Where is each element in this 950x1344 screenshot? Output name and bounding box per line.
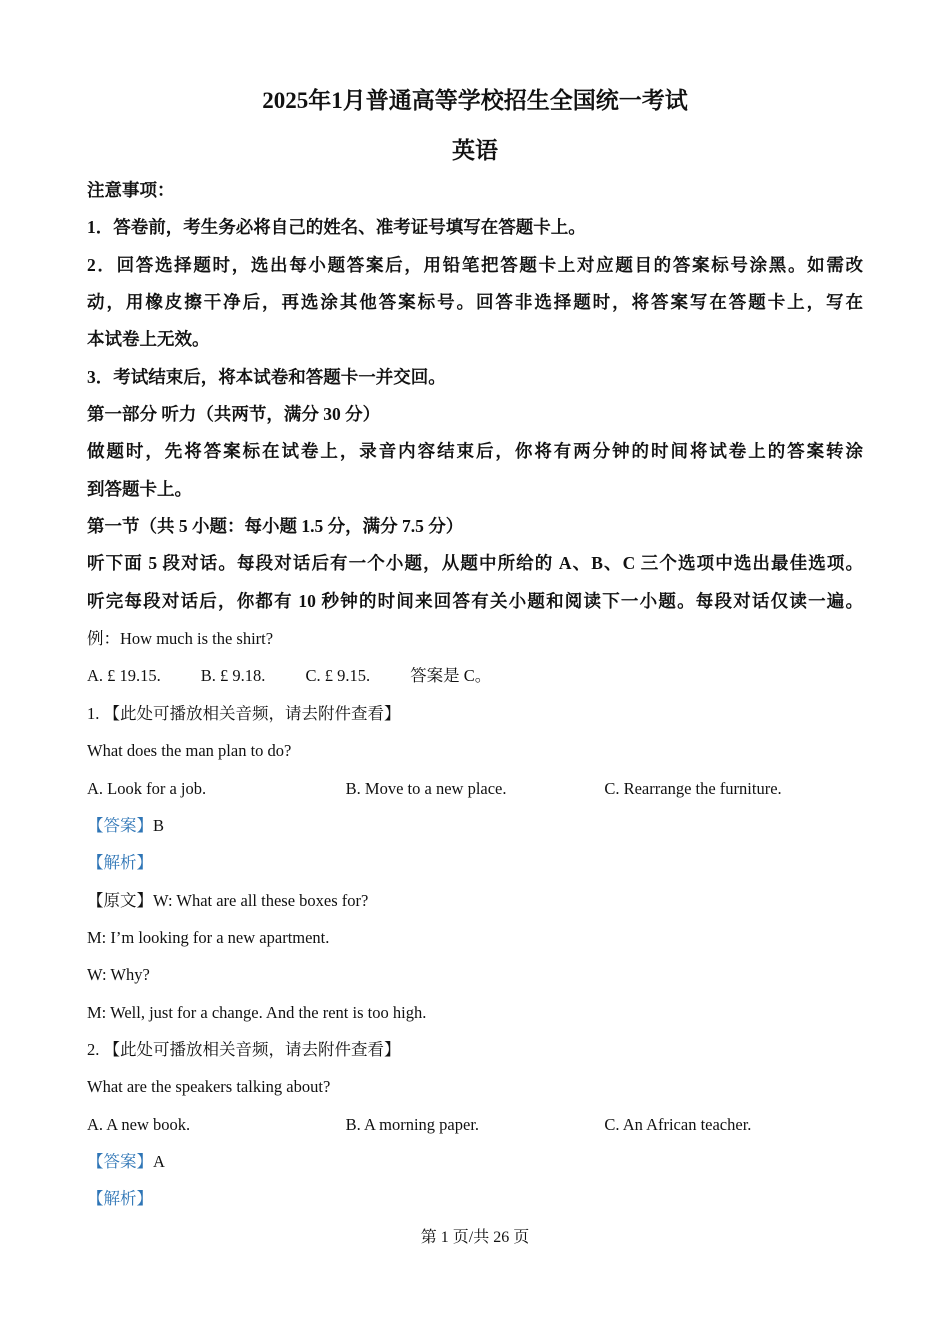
option: C. Rearrange the furniture. bbox=[604, 778, 782, 798]
question-text: What are the speakers talking about? bbox=[87, 1077, 331, 1097]
analysis-label: 【解析】 bbox=[87, 853, 153, 873]
answer-line bbox=[87, 1143, 863, 1180]
part-heading: 第一部分 听力（共两节，满分 30 分） bbox=[87, 404, 381, 425]
option: B. £ 9.18. bbox=[200, 666, 266, 686]
option: B. Move to a new place. bbox=[345, 778, 507, 798]
notice-line: 3．考试结束后，将本试卷和答题卡一并交回。 bbox=[87, 366, 446, 387]
transcript-line: M: Well, just for a change. And the rent is too high. bbox=[87, 1002, 427, 1022]
answer-value: A bbox=[153, 1151, 165, 1171]
section-description: 听下面 5 段对话。每段对话后有一个小题，从题中所给的 A、B、C 三个选项中选出最佳选项。 bbox=[87, 553, 863, 574]
section-heading: 第一节（共 5 小题：每小题 1.5 分，满分 7.5 分） bbox=[87, 516, 464, 537]
example-question: 例：How much is the shirt? bbox=[87, 629, 274, 649]
part-description: 做题时，先将答案标在试卷上，录音内容结束后，你将有两分钟的时间将试卷上的答案转涂 bbox=[87, 441, 863, 462]
notice-heading: 注意事项： bbox=[87, 180, 175, 200]
notice-line: 1．答卷前，考生务必将自己的姓名、准考证号填写在答题卡上。 bbox=[87, 217, 586, 238]
option: A. £ 19.15. bbox=[87, 666, 161, 686]
exam-title: 2025年1月普通高等学校招生全国统一考试 bbox=[262, 88, 688, 113]
analysis-label: 【解析】 bbox=[87, 1189, 153, 1209]
document-body bbox=[87, 172, 863, 1218]
audio-placeholder[interactable]: 2. 【此处可播放相关音频，请去附件查看】 bbox=[87, 1039, 401, 1059]
answer-line bbox=[87, 807, 863, 844]
page-footer: 第 1 页/共 26 页 bbox=[420, 1229, 530, 1246]
option: C. £ 9.15. bbox=[305, 666, 371, 686]
subject-title: 英语 bbox=[452, 138, 498, 163]
option: A. Look for a job. bbox=[87, 778, 207, 798]
transcript-line: M: I’m looking for a new apartment. bbox=[87, 927, 330, 947]
transcript-line: W: Why? bbox=[87, 965, 150, 985]
example-options bbox=[87, 657, 863, 694]
answer-label: 【答案】 bbox=[87, 815, 153, 835]
option: C. An African teacher. bbox=[604, 1114, 752, 1134]
answer-value: B bbox=[153, 815, 165, 835]
notice-line: 2．回答选择题时，选出每小题答案后，用铅笔把答题卡上对应题目的答案标号涂黑。如需改 bbox=[87, 254, 863, 275]
example-answer: 答案是 C。 bbox=[410, 666, 492, 686]
notice-line: 动，用橡皮擦干净后，再选涂其他答案标号。回答非选择题时，将答案写在答题卡上，写在 bbox=[87, 292, 863, 313]
question-text: What does the man plan to do? bbox=[87, 741, 292, 761]
transcript-line: 【原文】W: What are all these boxes for? bbox=[87, 890, 369, 910]
option: B. A morning paper. bbox=[345, 1114, 480, 1134]
option: A. A new book. bbox=[87, 1114, 191, 1134]
section-description: 听完每段对话后，你都有 10 秒钟的时间来回答有关小题和阅读下一小题。每段对话仅读一遍。 bbox=[87, 590, 863, 611]
audio-placeholder[interactable]: 1. 【此处可播放相关音频，请去附件查看】 bbox=[87, 703, 401, 723]
part-description: 到答题卡上。 bbox=[87, 478, 192, 499]
question-options bbox=[87, 1106, 863, 1143]
answer-label: 【答案】 bbox=[87, 1151, 153, 1171]
question-options bbox=[87, 770, 863, 807]
notice-line: 本试卷上无效。 bbox=[87, 329, 210, 350]
